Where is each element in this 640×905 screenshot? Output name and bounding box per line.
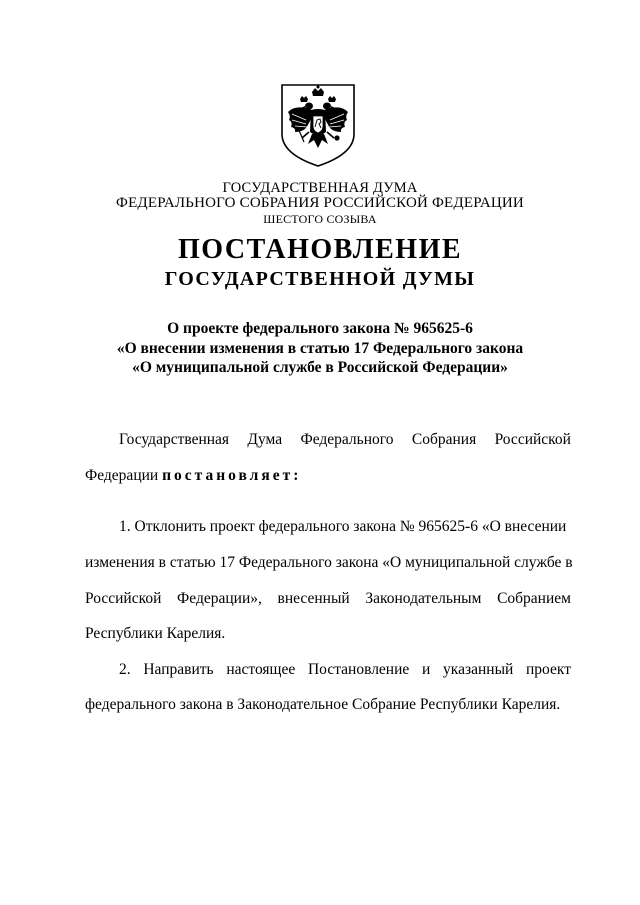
- item1-word: Законодательным: [365, 590, 482, 607]
- item1-line-2: изменения в статью 17 Федерального закона «О муниципальной службе в: [85, 554, 573, 571]
- item2-word: Постановление: [307, 661, 410, 678]
- item2-word: настоящее: [226, 661, 296, 678]
- org-name-line-2: ФЕДЕРАЛЬНОГО СОБРАНИЯ РОССИЙСКОЙ ФЕДЕРАЦИИ: [116, 195, 524, 211]
- item2-word: указанный: [443, 661, 514, 678]
- subject-line-2: «О внесении изменения в статью 17 Федерального закона: [116, 340, 524, 357]
- subject-line-3: «О муниципальной службе в Российской Федерации»: [132, 359, 508, 376]
- item2-word: Направить: [143, 661, 214, 678]
- item1-line-1: 1. Отклонить проект федерального закона № 965625-6 «О внесении: [119, 518, 567, 535]
- convocation-line: ШЕСТОГО СОЗЫВА: [263, 212, 377, 226]
- resolves-word: постановляет:: [162, 467, 302, 484]
- preamble-word: Дума: [247, 431, 283, 448]
- item1-line-3: [85, 589, 571, 609]
- item1-word: внесенный: [277, 590, 350, 607]
- item2-word: и: [422, 661, 431, 678]
- preamble-prefix: Федерации: [85, 467, 159, 484]
- document-subtitle: ГОСУДАРСТВЕННОЙ ДУМЫ: [164, 268, 476, 290]
- preamble-word: Государственная: [119, 431, 230, 448]
- preamble-line-2: [85, 466, 571, 486]
- preamble-word: Федерального: [300, 431, 394, 448]
- item2-word: проект: [526, 661, 571, 678]
- item1-line-4: Республики Карелия.: [85, 625, 226, 642]
- item1-word: Федерации»,: [177, 590, 262, 607]
- item2-line-1: [85, 660, 571, 680]
- subject-line-1: О проекте федерального закона № 965625-6: [167, 320, 473, 337]
- item2-line-2: федерального закона в Законодательное Собрание Республики Карелия.: [85, 696, 561, 713]
- coat-of-arms-icon: [278, 82, 358, 168]
- item1-word: Собранием: [497, 590, 571, 607]
- preamble-word: Собрания: [411, 431, 477, 448]
- document-title: ПОСТАНОВЛЕНИЕ: [177, 234, 463, 265]
- preamble-word: Российской: [494, 431, 571, 448]
- item1-word: Российской: [85, 590, 162, 607]
- preamble-line-1: [85, 430, 571, 450]
- item2-word: 2.: [119, 661, 131, 678]
- org-name-line-1: ГОСУДАРСТВЕННАЯ ДУМА: [222, 180, 418, 196]
